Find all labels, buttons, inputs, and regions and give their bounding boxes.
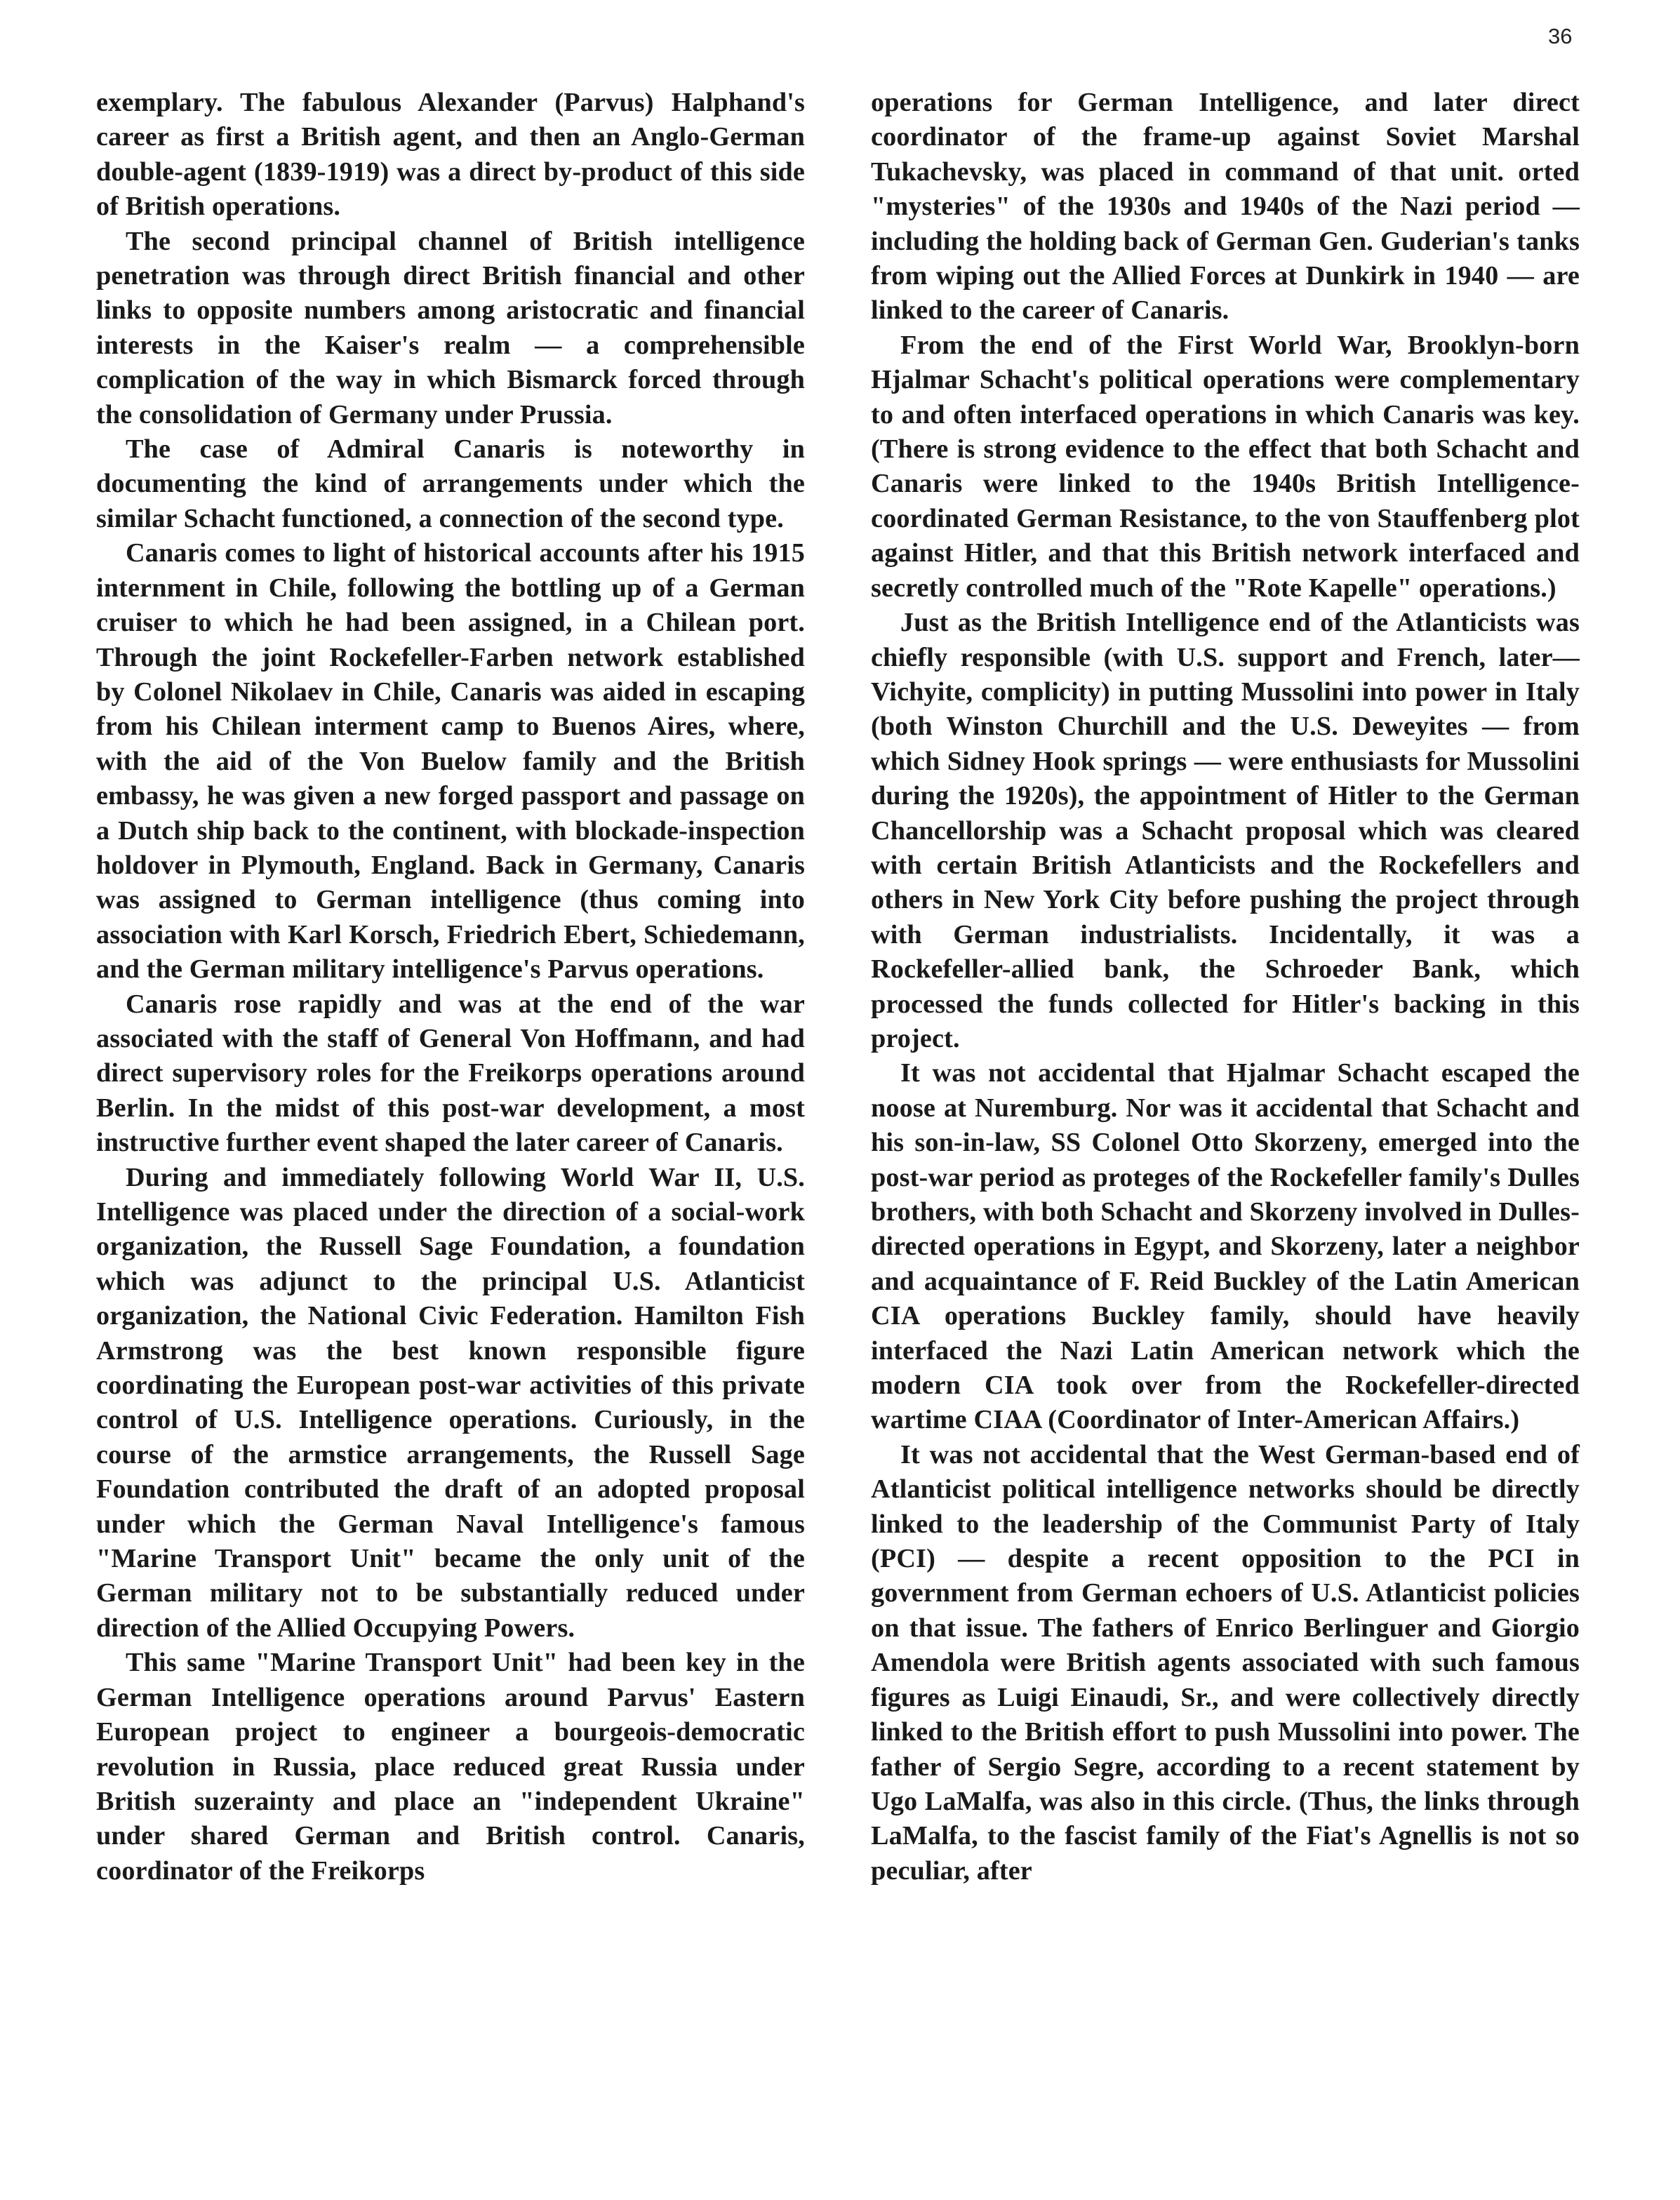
paragraph: operations for German Intelligence, and later direct coordinator of the frame-up against Soviet Marshal Tukachevsky, was placed in command of that unit. orted "mysteries" of the 1930s and 1940s of the Nazi period — including the holding back of German Gen. Guderian's tanks from wiping out the Allied Forces at Dunkirk in 1940 — are linked to the career of Canaris.	[871, 88, 1580, 326]
left-column	[96, 86, 805, 1888]
paragraph: From the end of the First World War, Brooklyn-born Hjalmar Schacht's political operations were complementary to and often interfaced operations in which Canaris was key. (There is strong evidence to the effect that both Schacht and Canaris were linked to the 1940s British Intelligence-coordinated German Resistance, to the von Stauffenberg plot against Hitler, and that this British network interfaced and secretly controlled much of the "Rote Kapelle" operations.)	[871, 330, 1580, 603]
paragraph: The case of Admiral Canaris is noteworthy in documenting the kind of arrangements under which the similar Schacht functioned, a connection of the second type.	[96, 434, 805, 533]
paragraph: It was not accidental that Hjalmar Schacht escaped the noose at Nuremburg. Nor was it accidental that Schacht and his son-in-law, SS Colonel Otto Skorzeny, emerged into the post-war period as proteges of the Rockefeller family's Dulles brothers, with both Schacht and Skorzeny involved in Dulles-directed operations in Egypt, and Skorzeny, later a neighbor and acquaintance of F. Reid Buckley of the Latin American CIA operations Buckley family, should have heavily interfaced the Nazi Latin American network which the modern CIA took over from the Rockefeller-directed wartime CIAA (Coordinator of Inter-American Affairs.)	[871, 1058, 1580, 1435]
page-number: 36	[1548, 24, 1573, 48]
paragraph: During and immediately following World War II, U.S. Intelligence was placed under the direction of a social-work organization, the Russell Sage Foundation, a foundation which was adjunct to the principal U.S. Atlanticist organization, the National Civic Federation. Hamilton Fish Armstrong was the best known responsible figure coordinating the European post-war activities of this private control of U.S. Intelligence operations. Curiously, in the course of the armstice arrangements, the Russell Sage Foundation contributed the draft of an adopted proposal under which the German Naval Intelligence's famous "Marine Transport Unit" became the only unit of the German military not to be substantially reduced under direction of the Allied Occupying Powers.	[96, 1162, 805, 1643]
paragraph: Just as the British Intelligence end of the Atlanticists was chiefly responsible (with U.S. support and French, later—Vichyite, complicity) in putting Mussolini into power in Italy (both Winston Churchill and the U.S. Deweyites — from which Sidney Hook springs — were enthusiasts for Mussolini during the 1920s), the appointment of Hitler to the German Chancellorship was a Schacht proposal which was cleared with certain British Atlanticists and the Rockefellers and others in New York City before pushing the project through with German industrialists. Incidentally, it was a Rockefeller-allied bank, the Schroeder Bank, which processed the funds collected for Hitler's backing in this project.	[871, 608, 1580, 1053]
paragraph: It was not accidental that the West German-based end of Atlanticist political intelligence networks should be directly linked to the leadership of the Communist Party of Italy (PCI) — despite a recent opposition to the PCI in government from German echoers of U.S. Atlanticist policies on that issue. The fathers of Enrico Berlinguer and Giorgio Amendola were British agents associated with such famous figures as Luigi Einaudi, Sr., and were collectively directly linked to the British effort to push Mussolini into power. The father of Sergio Segre, according to a recent statement by Ugo LaMalfa, was also in this circle. (Thus, the links through LaMalfa, to the fascist family of the Fiat's Agnellis is not so peculiar, after	[871, 1439, 1580, 1886]
paragraph: The second principal channel of British intelligence penetration was through direct British financial and other links to opposite numbers among aristocratic and financial interests in the Kaiser's realm — a comprehensible complication of the way in which Bismarck forced through the consolidation of Germany under Prussia.	[96, 226, 805, 429]
right-column	[871, 86, 1580, 1888]
paragraph: This same "Marine Transport Unit" had been key in the German Intelligence operations around Parvus' Eastern European project to engineer a bourgeois-democratic revolution in Russia, place reduced great Russia under British suzerainty and place an "independent Ukraine" under shared German and British control. Canaris, coordinator of the Freikorps	[96, 1648, 805, 1886]
paragraph: exemplary. The fabulous Alexander (Parvus) Halphand's career as first a British agent, and then an Anglo-German double-agent (1839-1919) was a direct by-product of this side of British operations.	[96, 88, 805, 222]
paragraph: Canaris comes to light of historical accounts after his 1915 internment in Chile, following the bottling up of a German cruiser to which he had been assigned, in a Chilean port. Through the joint Rockefeller-Farben network established by Colonel Nikolaev in Chile, Canaris was aided in escaping from his Chilean interment camp to Buenos Aires, where, with the aid of the Von Buelow family and the British embassy, he was given a new forged passport and passage on a Dutch ship back to the continent, with blockade-inspection holdover in Plymouth, England. Back in Germany, Canaris was assigned to German intelligence (thus coming into association with Karl Korsch, Friedrich Ebert, Schiedemann, and the German military intelligence's Parvus operations.	[96, 538, 805, 985]
paragraph: Canaris rose rapidly and was at the end of the war associated with the staff of General Von Hoffmann, and had direct supervisory roles for the Freikorps operations around Berlin. In the midst of this post-war development, a most instructive further event shaped the later career of Canaris.	[96, 989, 805, 1158]
